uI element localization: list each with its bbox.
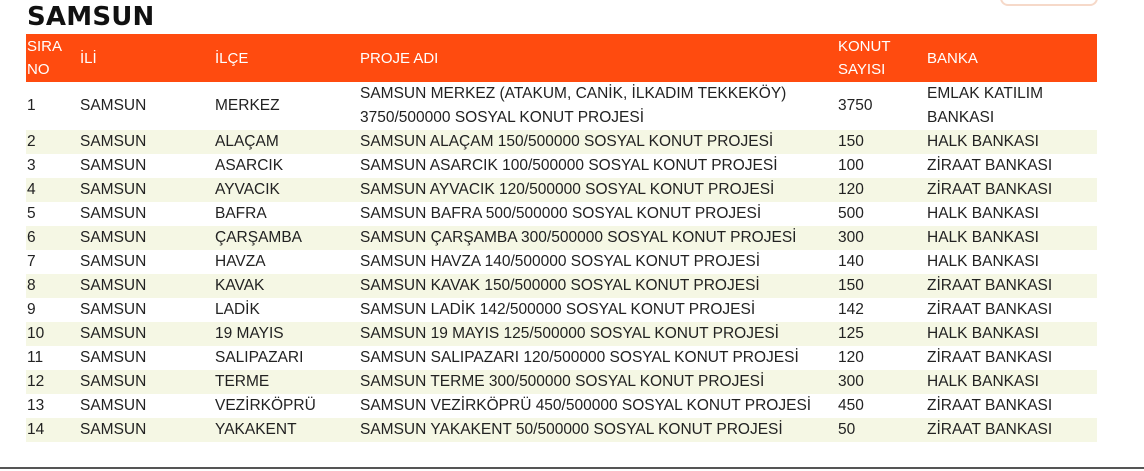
table-row [26,322,1097,346]
cell-banka: ZİRAAT BANKASI [927,181,1053,198]
cell-proje-adi: SAMSUN SALIPAZARI 120/500000 SOSYAL KONUT PROJESİ [360,349,799,366]
cell-il: SAMSUN [80,373,147,390]
cell-il: SAMSUN [80,301,147,318]
table-header-row [26,34,1097,82]
cell-banka: ZİRAAT BANKASI [927,157,1053,174]
cell-proje-adi: SAMSUN BAFRA 500/500000 SOSYAL KONUT PROJESİ [360,205,762,222]
cell-proje-adi: SAMSUN ASARCIK 100/500000 SOSYAL KONUT PROJESİ [360,157,778,174]
cell-konut-sayisi: 150 [838,133,864,150]
header-proje-adi: PROJE ADI [360,49,439,67]
cell-il: SAMSUN [80,349,147,366]
cell-banka: ZİRAAT BANKASI [927,277,1053,294]
table-row [26,250,1097,274]
header-ilce: İLÇE [215,49,249,67]
cell-proje-adi: SAMSUN LADİK 142/500000 SOSYAL KONUT PROJESİ [360,301,756,318]
cell-banka: HALK BANKASI [927,133,1039,150]
cell-proje-adi: SAMSUN HAVZA 140/500000 SOSYAL KONUT PROJESİ [360,253,761,270]
cell-proje-adi: SAMSUN ÇARŞAMBA 300/500000 SOSYAL KONUT PROJESİ [360,229,797,246]
cell-konut-sayisi: 120 [838,181,864,198]
cell-ilce: HAVZA [215,253,266,270]
cell-ilce: YAKAKENT [215,421,297,438]
cell-banka: HALK BANKASI [927,253,1039,270]
table-row [26,226,1097,250]
header-konut-sayisi: KONUT SAYISI [838,38,891,78]
cell-no: 14 [27,421,45,438]
cell-no: 10 [27,325,45,342]
cell-il: SAMSUN [80,421,147,438]
cell-ilce: MERKEZ [215,97,280,114]
cell-konut-sayisi: 300 [838,373,864,390]
cell-banka: HALK BANKASI [927,229,1039,246]
cell-il: SAMSUN [80,133,147,150]
cell-no: 8 [27,277,36,294]
cell-konut-sayisi: 500 [838,205,864,222]
cell-ilce: AYVACIK [215,181,280,198]
table-row [26,418,1097,442]
cell-banka: HALK BANKASI [927,373,1039,390]
cell-no: 9 [27,301,36,318]
table-row [26,274,1097,298]
cell-ilce: VEZİRKÖPRÜ [215,397,316,414]
cell-proje-adi: SAMSUN YAKAKENT 50/500000 SOSYAL KONUT PROJESİ [360,421,783,438]
cell-banka: EMLAK KATILIM BANKASI [927,85,1043,126]
cell-banka: ZİRAAT BANKASI [927,349,1053,366]
cell-proje-adi: SAMSUN ALAÇAM 150/500000 SOSYAL KONUT PROJESİ [360,133,774,150]
cell-ilce: ALAÇAM [215,133,279,150]
cell-ilce: 19 MAYIS [215,325,284,342]
cell-il: SAMSUN [80,229,147,246]
cell-no: 6 [27,229,36,246]
cell-no: 2 [27,133,36,150]
cell-konut-sayisi: 140 [838,253,864,270]
table-row [26,394,1097,418]
cell-konut-sayisi: 50 [838,421,856,438]
table-row [26,370,1097,394]
cell-ilce: KAVAK [215,277,265,294]
cell-ilce: BAFRA [215,205,267,222]
cell-no: 3 [27,157,36,174]
cell-il: SAMSUN [80,157,147,174]
cell-proje-adi: SAMSUN VEZİRKÖPRÜ 450/500000 SOSYAL KONUT PROJESİ [360,397,812,414]
page-title: SAMSUN [27,2,155,32]
cell-banka: ZİRAAT BANKASI [927,421,1053,438]
cell-no: 5 [27,205,36,222]
cell-il: SAMSUN [80,181,147,198]
cell-banka: HALK BANKASI [927,325,1039,342]
cell-il: SAMSUN [80,205,147,222]
cell-ilce: LADİK [215,301,260,318]
cell-no: 12 [27,373,45,390]
header-il: İLİ [80,49,97,67]
cell-konut-sayisi: 300 [838,229,864,246]
cell-no: 4 [27,181,36,198]
cell-ilce: SALIPAZARI [215,349,304,366]
table-row [26,298,1097,322]
cell-no: 11 [27,349,44,366]
cell-no: 7 [27,253,36,270]
table-row [26,202,1097,226]
cell-konut-sayisi: 150 [838,277,864,294]
cell-proje-adi: SAMSUN 19 MAYIS 125/500000 SOSYAL KONUT PROJESİ [360,325,779,342]
cell-banka: ZİRAAT BANKASI [927,301,1053,318]
cell-banka: HALK BANKASI [927,205,1039,222]
table-row [26,346,1097,370]
cell-no: 13 [27,397,45,414]
header-banka: BANKA [927,49,978,67]
cell-il: SAMSUN [80,397,147,414]
top-right-button-edge[interactable] [1000,0,1098,6]
table-row [26,154,1097,178]
cell-konut-sayisi: 125 [838,325,864,342]
cell-il: SAMSUN [80,277,147,294]
header-sira-no: SIRA NO [27,38,62,78]
table-row [26,178,1097,202]
cell-ilce: ÇARŞAMBA [215,229,302,246]
cell-konut-sayisi: 100 [838,157,864,174]
cell-il: SAMSUN [80,97,147,114]
cell-ilce: ASARCIK [215,157,284,174]
cell-proje-adi: SAMSUN MERKEZ (ATAKUM, CANİK, İLKADIM TEKKEKÖY) 3750/500000 SOSYAL KONUT PROJESİ [360,85,787,126]
bottom-divider [0,467,1144,469]
housing-projects-table [26,34,1097,442]
cell-no: 1 [27,97,36,114]
cell-konut-sayisi: 120 [838,349,864,366]
cell-proje-adi: SAMSUN KAVAK 150/500000 SOSYAL KONUT PROJESİ [360,277,760,294]
cell-proje-adi: SAMSUN TERME 300/500000 SOSYAL KONUT PROJESİ [360,373,765,390]
table-row [26,130,1097,154]
table-row [26,82,1097,130]
cell-il: SAMSUN [80,253,147,270]
cell-banka: ZİRAAT BANKASI [927,397,1053,414]
cell-konut-sayisi: 142 [838,301,864,318]
cell-proje-adi: SAMSUN AYVACIK 120/500000 SOSYAL KONUT PROJESİ [360,181,775,198]
cell-ilce: TERME [215,373,270,390]
cell-il: SAMSUN [80,325,147,342]
cell-konut-sayisi: 3750 [838,97,873,114]
table-body [26,82,1097,442]
cell-konut-sayisi: 450 [838,397,864,414]
